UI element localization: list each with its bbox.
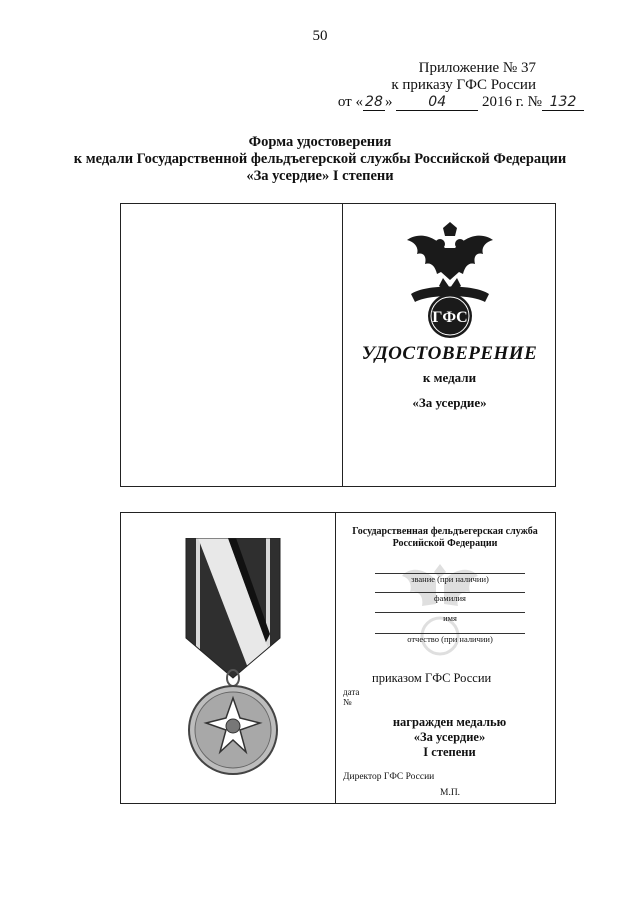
- form-title-line-2: к медали Государственной фельдъегерской службы Российской Федерации: [73, 151, 567, 167]
- date-year: 2016 г. №: [481, 94, 542, 110]
- date-month: 04: [396, 95, 478, 111]
- seal-label: М.П.: [440, 788, 461, 798]
- cover-subtitle-2: «За усердие»: [412, 395, 487, 410]
- field-label-patronymic: отчество (при наличии): [407, 634, 493, 644]
- director-label: Директор ГФС России: [343, 772, 435, 782]
- page-number: 50: [312, 28, 328, 44]
- cover-subtitle-1: к медали: [422, 370, 477, 385]
- org-name-line-1: Государственная фельдъегерская служба: [352, 526, 538, 537]
- awarded-line-3: I степени: [423, 745, 476, 759]
- gfs-emblem-icon: [405, 222, 495, 340]
- appendix-line-2: к приказу ГФС России: [391, 77, 536, 93]
- appendix-date-line: [338, 94, 584, 111]
- date-prefix: от «: [337, 94, 363, 110]
- number-label: №: [343, 697, 352, 707]
- emblem-text: ГФС: [432, 309, 468, 326]
- appendix-line-1: Приложение № 37: [418, 60, 536, 76]
- awarded-line-2: «За усердие»: [413, 730, 486, 744]
- medal-image: [178, 538, 288, 778]
- awarded-line-1: награжден медалью: [392, 715, 507, 729]
- order-number: 132: [542, 95, 584, 111]
- date-label: дата: [343, 687, 360, 697]
- field-label-name: имя: [443, 613, 457, 623]
- cover-heading: УДОСТОВЕРЕНИЕ: [361, 343, 538, 364]
- form-title-line-1: Форма удостоверения: [248, 134, 392, 150]
- order-text: приказом ГФС России: [372, 671, 492, 685]
- inside-fold-line: [335, 512, 336, 804]
- field-label-rank: звание (при наличии): [411, 574, 489, 584]
- date-day: 28: [363, 95, 385, 111]
- org-name-line-2: Российской Федерации: [392, 538, 498, 549]
- date-mid: »: [384, 94, 393, 110]
- form-title-line-3: «За усердие» I степени: [246, 168, 394, 184]
- field-label-surname: фамилия: [434, 593, 466, 603]
